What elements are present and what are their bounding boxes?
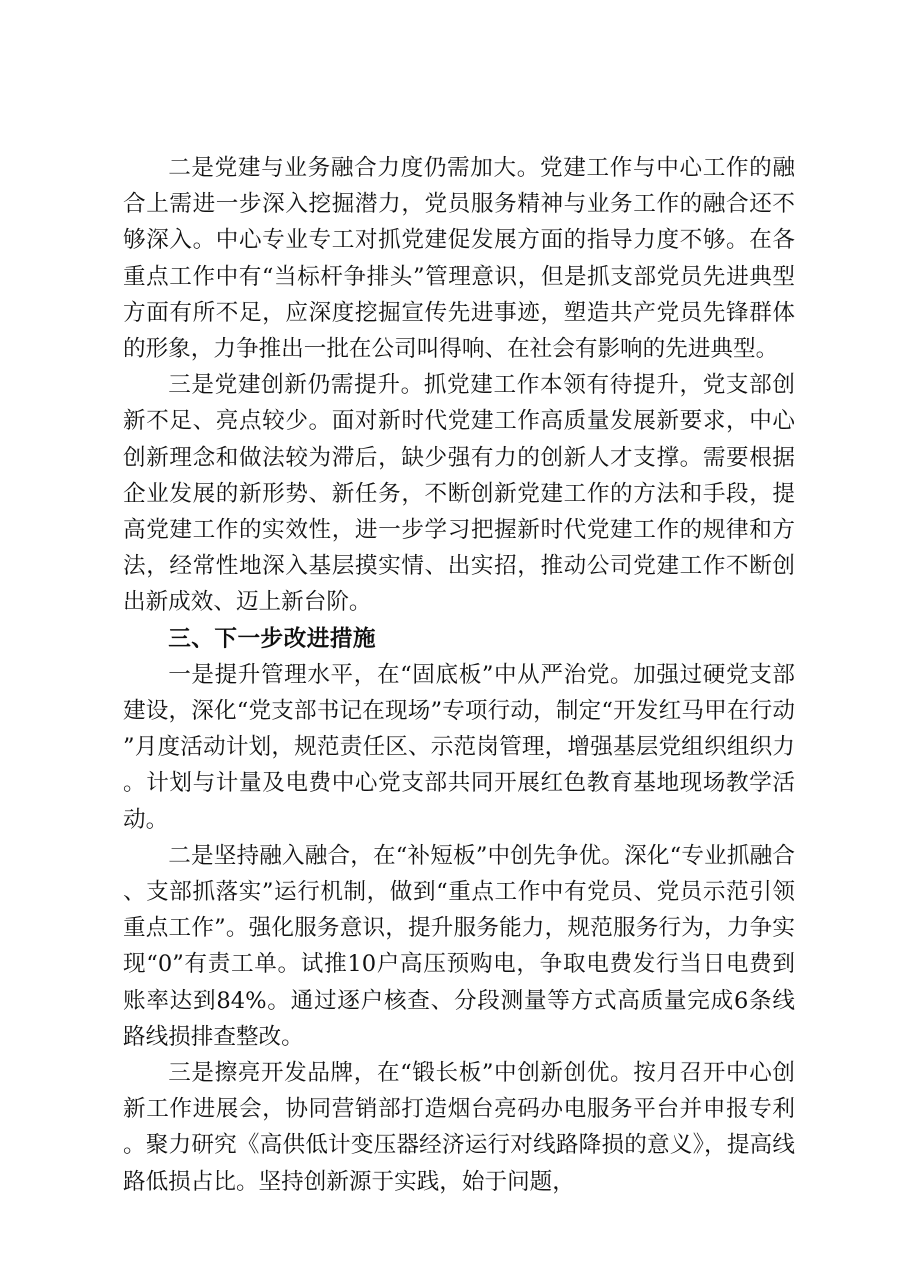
- paragraph-management-level: 一是提升管理水平，在“固底板”中从严治党。加强过硬党支部建设，深化“党支部书记在现场”专项行动，制定“开发红马甲在行动”月度活动计划，规范责任区、示范岗管理，增强基层党组织组织力。计划与计量及电费中心党支部共同开展红色教育基地现场教学活动。: [123, 661, 795, 833]
- paragraph-integration-measures: 二是坚持融入融合，在“补短板”中创先争优。深化“专业抓融合、支部抓落实”运行机制，做到“重点工作中有党员、党员示范引领重点工作”。强化服务意识，提升服务能力，规范服务行为，力争实现“0”有责工单。试推10户高压预购电，争取电费发行当日电费到账率达到84%。通过逐户核查、分段测量等方式高质量完成6条线路线损排查整改。: [123, 842, 795, 1050]
- section-heading-improvement-measures: 三、下一步改进措施: [168, 625, 377, 652]
- paragraph-innovation-issue: 三是党建创新仍需提升。抓党建工作本领有待提升，党支部创新不足、亮点较少。面对新时代党建工作高质量发展新要求，中心创新理念和做法较为滞后，缺少强有力的创新人才支撑。需要根据企业发展的新形势、新任务，不断创新党建工作的方法和手段，提高党建工作的实效性，进一步学习把握新时代党建工作的规律和方法，经常性地深入基层摸实情、出实招，推动公司党建工作不断创出新成效、迈上新台阶。: [123, 372, 795, 616]
- paragraph-integration-issue: 二是党建与业务融合力度仍需加大。党建工作与中心工作的融合上需进一步深入挖掘潜力，党员服务精神与业务工作的融合还不够深入。中心专业专工对抓党建促发展方面的指导力度不够。在各重点工作中有“当标杆争排头”管理意识，但是抓支部党员先进典型方面有所不足，应深度挖掘宣传先进事迹，塑造共产党员先锋群体的形象，力争推出一批在公司叫得响、在社会有影响的先进典型。: [123, 155, 795, 363]
- document-body: [123, 150, 795, 1200]
- paragraph-brand-innovation: 三是擦亮开发品牌，在“锻长板”中创新创优。按月召开中心创新工作进展会，协同营销部打造烟台亮码办电服务平台并申报专利。聚力研究《高供低计变压器经济运行对线路降损的意义》，提高线路低损占比。坚持创新源于实践，始于问题，: [123, 1060, 795, 1195]
